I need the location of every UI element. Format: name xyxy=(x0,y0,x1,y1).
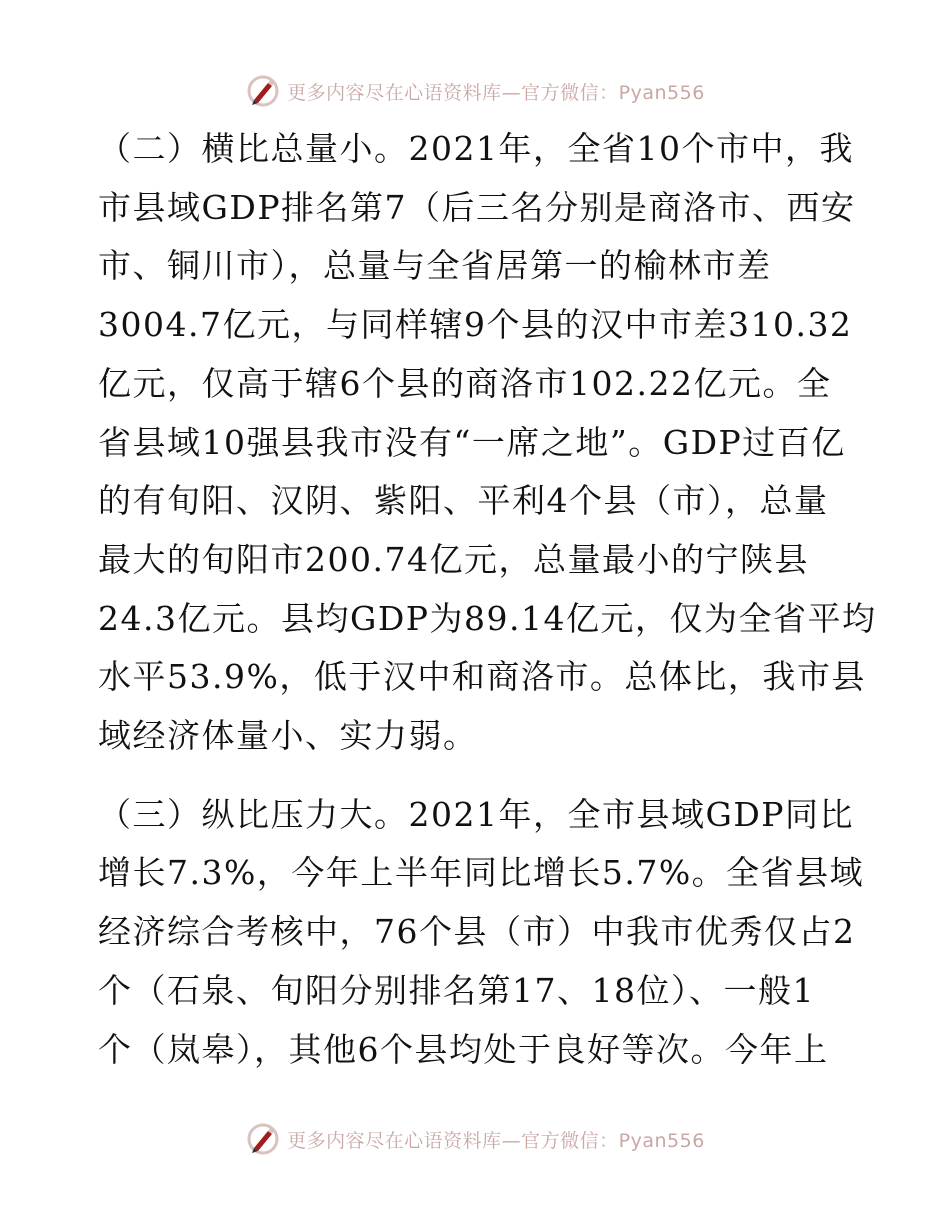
text-line: （二）横比总量小。2021年，全省10个市中，我 xyxy=(98,129,854,168)
pen-logo-icon xyxy=(245,1121,281,1157)
text-line: 最大的旬阳市200.74亿元，总量最小的宁陕县 xyxy=(98,539,809,579)
text-line: 3004.7亿元，与同样辖9个县的汉中市差310.32 xyxy=(98,305,853,345)
paragraph-horizontal-comparison xyxy=(98,120,877,766)
text-line: 经济综合考核中，76个县（市）中我市优秀仅占2 xyxy=(98,912,856,952)
text-line: 市县域GDP排名第7（后三名分别是商洛市、西安 xyxy=(98,187,856,227)
paragraph-vertical-comparison xyxy=(98,786,865,1080)
text-line: 亿元，仅高于辖6个县的商洛市102.22亿元。全 xyxy=(98,363,832,403)
text-line: 市、铜川市），总量与全省居第一的榆林市差 xyxy=(98,246,772,286)
footer-watermark xyxy=(0,1119,950,1159)
text-line: 个（岚皋），其他6个县均处于良好等次。今年上 xyxy=(98,1029,829,1069)
document-body xyxy=(98,120,877,1079)
header-watermark xyxy=(0,71,950,111)
text-line: 24.3亿元。县均GDP为89.14亿元，仅为全省平均 xyxy=(98,598,877,638)
watermark-text: 更多内容尽在心语资料库—官方微信：Pyan556 xyxy=(287,81,705,104)
text-line: 省县域10强县我市没有“一席之地”。GDP过百亿 xyxy=(98,422,846,462)
pen-logo-icon xyxy=(245,73,281,109)
text-line: 域经济体量小、实力弱。 xyxy=(98,716,478,756)
text-line: 的有旬阳、汉阴、紫阳、平利4个县（市），总量 xyxy=(98,481,829,521)
watermark-text: 更多内容尽在心语资料库—官方微信：Pyan556 xyxy=(287,1129,705,1152)
text-line: 个（石泉、旬阳分别排名第17、18位）、一般1 xyxy=(98,970,815,1010)
text-line: 增长7.3%，今年上半年同比增长5.7%。全省县域 xyxy=(98,853,865,893)
text-line: 水平53.9%，低于汉中和商洛市。总体比，我市县 xyxy=(98,657,866,697)
text-line: （三）纵比压力大。2021年，全市县域GDP同比 xyxy=(98,794,855,834)
